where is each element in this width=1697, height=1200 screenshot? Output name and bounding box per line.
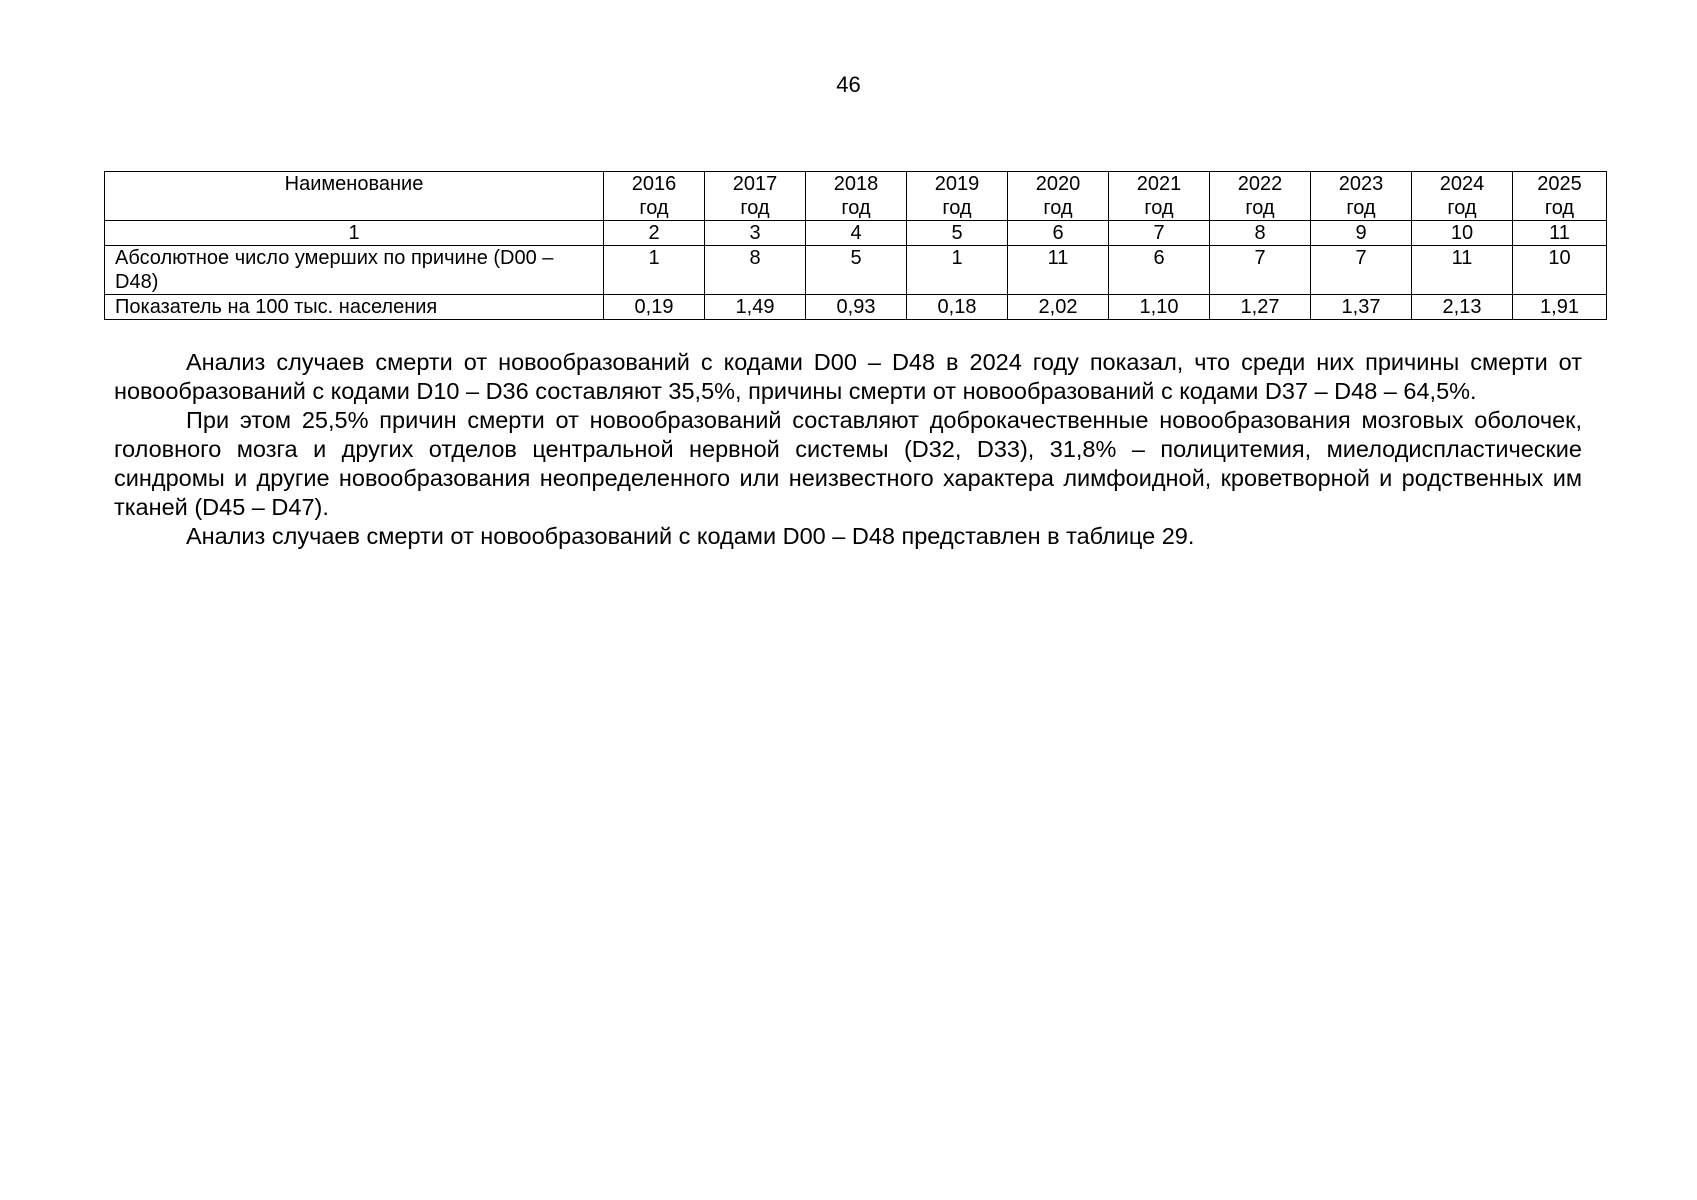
value-cell: 11	[1412, 246, 1513, 295]
paragraph: Анализ случаев смерти от новообразований с кодами D00 – D48 в 2024 году показал, что среди них причины смерти от новообразований с кодами D10 – D36 составляют 35,5%, причины смерти от новообразований с кодами D37 – D48 – 64,5%.	[114, 349, 1582, 404]
index-cell: 3	[705, 221, 806, 246]
index-cell: 1	[105, 221, 604, 246]
header-year-cell: 2024 год	[1412, 172, 1513, 221]
value-cell: 1	[604, 246, 705, 295]
index-cell: 10	[1412, 221, 1513, 246]
header-year-cell: 2017 год	[705, 172, 806, 221]
value-cell: 1,27	[1210, 295, 1311, 320]
value-cell: 1,10	[1109, 295, 1210, 320]
value-cell: 8	[705, 246, 806, 295]
table-index-row	[105, 221, 1607, 246]
header-year-cell: 2016 год	[604, 172, 705, 221]
value-cell: 1,37	[1311, 295, 1412, 320]
index-cell: 5	[907, 221, 1008, 246]
paragraph: При этом 25,5% причин смерти от новообразований составляют доброкачественные новообразования мозговых оболочек, головного мозга и других отделов центральной нервной системы (D32, D33), 31,8% – полицитемия, миелодиспластические синдромы и другие новообразования неопределенного или неизвестного характера лимфоидной, кроветворной и родственных им тканей (D45 – D47).	[114, 407, 1582, 520]
value-cell: 7	[1311, 246, 1412, 295]
value-cell: 6	[1109, 246, 1210, 295]
value-cell: 2,02	[1008, 295, 1109, 320]
mortality-table	[104, 171, 1607, 320]
table-row	[105, 295, 1607, 320]
header-year-cell: 2023 год	[1311, 172, 1412, 221]
index-cell: 8	[1210, 221, 1311, 246]
header-name-cell: Наименование	[105, 172, 604, 221]
index-cell: 4	[806, 221, 907, 246]
value-cell: 1,91	[1513, 295, 1607, 320]
value-cell: 1	[907, 246, 1008, 295]
page-number: 46	[836, 72, 861, 97]
header-year-cell: 2019 год	[907, 172, 1008, 221]
paragraph: Анализ случаев смерти от новообразований с кодами D00 – D48 представлен в таблице 29.	[186, 523, 1195, 549]
index-cell: 6	[1008, 221, 1109, 246]
row-name-cell: Абсолютное число умерших по причине (D00 – D48)	[105, 246, 604, 295]
index-cell: 11	[1513, 221, 1607, 246]
index-cell: 2	[604, 221, 705, 246]
header-year-cell: 2018 год	[806, 172, 907, 221]
table-header-row	[105, 172, 1607, 221]
value-cell: 5	[806, 246, 907, 295]
value-cell: 11	[1008, 246, 1109, 295]
header-year-cell: 2021 год	[1109, 172, 1210, 221]
value-cell: 7	[1210, 246, 1311, 295]
row-name-cell: Показатель на 100 тыс. населения	[105, 295, 604, 320]
value-cell: 0,93	[806, 295, 907, 320]
index-cell: 9	[1311, 221, 1412, 246]
value-cell: 0,19	[604, 295, 705, 320]
value-cell: 10	[1513, 246, 1607, 295]
header-year-cell: 2025 год	[1513, 172, 1607, 221]
table-row	[105, 246, 1607, 295]
header-year-cell: 2022 год	[1210, 172, 1311, 221]
body-text	[114, 348, 1582, 551]
index-cell: 7	[1109, 221, 1210, 246]
value-cell: 2,13	[1412, 295, 1513, 320]
value-cell: 0,18	[907, 295, 1008, 320]
value-cell: 1,49	[705, 295, 806, 320]
header-year-cell: 2020 год	[1008, 172, 1109, 221]
